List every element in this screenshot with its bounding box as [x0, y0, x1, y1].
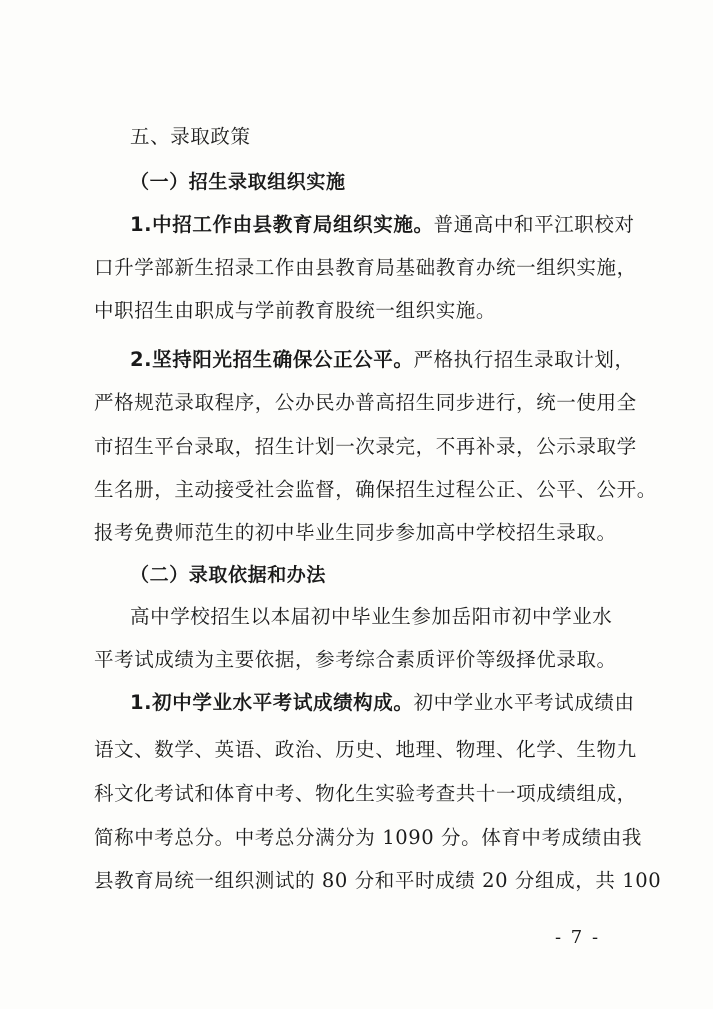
paragraph-4-line-1	[130, 691, 635, 715]
paragraph-2-line-3: 市招生平台录取，招生计划一次录完，不再补录，公示录取学	[94, 435, 637, 458]
subsection-title-1: （一）招生录取组织实施	[130, 171, 346, 193]
subsection-title-2: （二）录取依据和办法	[130, 564, 327, 586]
paragraph-2-line-5: 报考免费师范生的初中毕业生同步参加高中学校招生录取。	[94, 521, 617, 544]
paragraph-1-first-rest: 普通高中和平江职校对	[433, 213, 635, 236]
paragraph-3-line-1: 高中学校招生以本届初中毕业生参加岳阳市初中学业水	[130, 605, 613, 628]
paragraph-2-line-1	[130, 348, 635, 372]
paragraph-2-lead: 2.坚持阳光招生确保公正公平。	[130, 348, 414, 371]
paragraph-1-line-1	[130, 213, 635, 237]
paragraph-3-line-2: 平考试成绩为主要依据，参考综合素质评价等级择优录取。	[94, 648, 617, 671]
paragraph-1-line-2: 口升学部新生招录工作由县教育局基础教育办统一组织实施，	[94, 256, 637, 279]
paragraph-4-line-5: 县教育局统一组织测试的 80 分和平时成绩 20 分组成，共 100	[94, 869, 662, 892]
paragraph-1-line-3: 中职招生由职成与学前教育股统一组织实施。	[94, 299, 497, 322]
paragraph-4-line-4: 简称中考总分。中考总分满分为 1090 分。体育中考成绩由我	[94, 826, 643, 849]
paragraph-4-lead: 1.初中学业水平考试成绩构成。	[130, 691, 414, 714]
page-number: - 7 -	[555, 927, 601, 948]
paragraph-4-first-rest: 初中学业水平考试成绩由	[413, 691, 635, 714]
paragraph-1-lead: 1.中招工作由县教育局组织实施。	[130, 213, 434, 236]
paragraph-2-line-2: 严格规范录取程序，公办民办普高招生同步进行，统一使用全	[94, 391, 637, 414]
paragraph-2-line-4: 生名册，主动接受社会监督，确保招生过程公正、公平、公开。	[94, 478, 657, 501]
paragraph-2-first-rest: 严格执行招生录取计划，	[413, 348, 635, 371]
paragraph-4-line-3: 科文化考试和体育中考、物化生实验考查共十一项成绩组成，	[94, 782, 637, 805]
paragraph-4-line-2: 语文、数学、英语、政治、历史、地理、物理、化学、生物九	[94, 738, 637, 761]
section-title: 五、录取政策	[130, 125, 251, 148]
